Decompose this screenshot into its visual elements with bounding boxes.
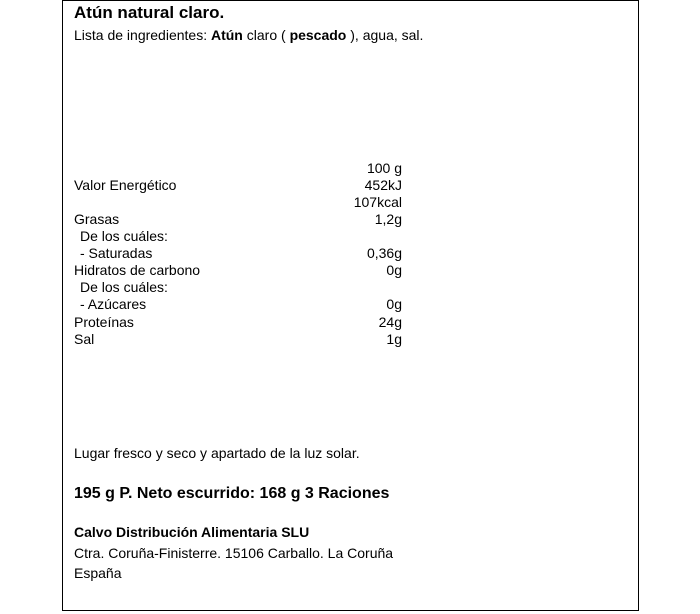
nutrient-label: Proteínas [74,314,134,330]
nutrient-label: Hidratos de carbono [74,262,201,278]
company-country: España [74,565,122,581]
ingredient-fish-allergen: pescado [289,27,347,43]
ingredients-line [74,27,423,44]
company-name: Calvo Distribución Alimentaria SLU [74,524,310,540]
nutrient-sublabel: De los cuáles: [80,279,168,295]
nutrient-value: 1,2g [374,211,402,227]
nutrient-label: - Saturadas [80,245,153,261]
nutrient-value: 0g [386,262,402,278]
nutrient-sublabel: De los cuáles: [80,228,168,244]
nutrient-label: Grasas [74,211,120,227]
label-frame [62,0,639,611]
ingredient-tuna: Atún [210,27,243,43]
energy-label: Valor Energético [74,177,177,193]
nutrient-label: - Azúcares [80,296,147,312]
company-address: Ctra. Coruña-Finisterre. 15106 Carballo. La Coruña [74,545,394,561]
ingredient-light: claro ( [246,27,286,43]
nutrient-value: 0g [386,296,402,312]
nutrient-value: 1g [386,331,402,347]
product-title: Atún natural claro. [74,3,225,22]
energy-kj: 452kJ [364,177,402,193]
nutrient-label: Sal [74,331,95,347]
nutrient-value: 0,36g [366,245,402,261]
ingredient-rest: ), agua, sal. [350,27,424,43]
energy-kcal: 107kcal [353,194,402,210]
ingredients-label: Lista de ingredientes: [74,27,208,43]
nutrition-per-100g: 100 g [366,160,402,176]
nutrient-value: 24g [378,314,402,330]
storage-instructions: Lugar fresco y seco y apartado de la luz solar. [74,445,360,461]
net-weight: 195 g P. Neto escurrido: 168 g 3 Raciones [74,485,390,502]
